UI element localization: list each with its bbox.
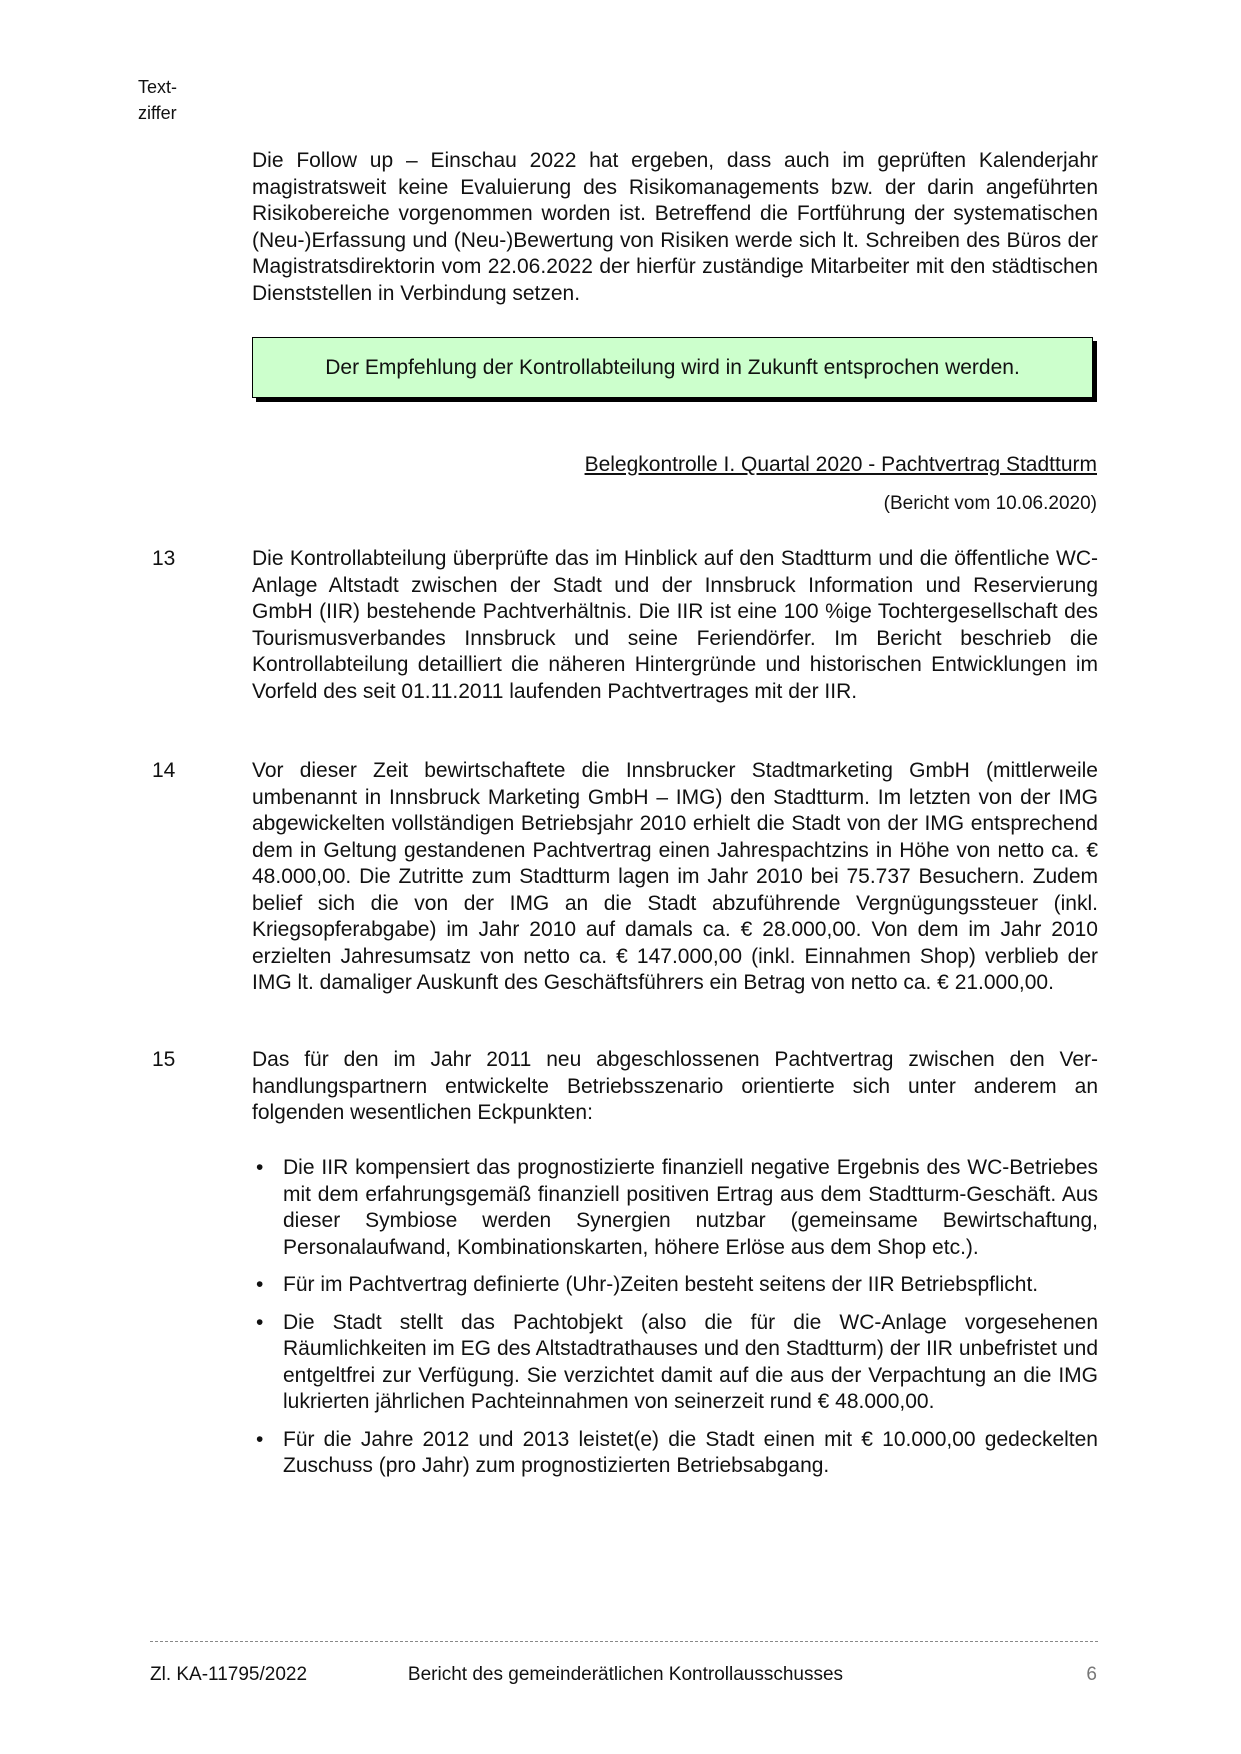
bullet-icon: • <box>256 1273 264 1296</box>
bullet-text: Für im Pachtvertrag definierte (Uhr-)Zeiten besteht seitens der IIR Betriebspflicht. <box>283 1273 1039 1296</box>
recommendation-text: Der Empfehlung der Kontrollabteilung wird in Zukunft entsprochen werden. <box>325 355 1020 379</box>
paragraph-13-text: Die Kontrollabteilung überprüfte das im Hinblick auf den Stadtturm und die öffentliche WC-Anlage Altstadt zwischen der Stadt und der Innsbruck Information und Reservierung GmbH (IIR) bestehende Pachtverhältnis. Die IIR ist eine 100 %ige Tochtergesellschaft des Tourismusverbandes Innsbruck und seine Feriendörfer. Im Bericht beschrieb die Kontrollabteilung detailliert die näheren Hintergründe und historischen Entwicklungen im Vorfeld des seit 01.11.2011 laufenden Pachtvertrages mit der IIR. <box>252 547 1098 703</box>
report-date: (Bericht vom 10.06.2020) <box>883 493 1097 514</box>
bullet-item <box>252 1272 1098 1299</box>
footer-divider <box>150 1641 1098 1642</box>
paragraph-number-15: 15 <box>152 1048 176 1071</box>
paragraph-15-text: Das für den im Jahr 2011 neu abgeschlossenen Pachtvertrag zwischen den Verhandlungspartnern entwickelte Betriebsszenario orientierte sich unter anderem an folgenden wesentlichen Eckpunkten: <box>252 1048 1098 1124</box>
margin-label-line1: Text- <box>138 77 178 97</box>
bullet-text: Die IIR kompensiert das prognostizierte finanziell negative Ergebnis des WC-Betriebes mit dem erfahrungsgemäß finanziell positiven Ertrag aus dem Stadtturm-Geschäft. Aus dieser Symbiose werden Synergien nutzbar (gemeinsame Bewirtschaftung, Personalaufwand, Kombinationskarten, höhere Erlöse aus dem Shop etc.). <box>283 1156 1098 1259</box>
intro-paragraph: Die Follow up – Einschau 2022 hat ergeben, dass auch im geprüften Kalenderjahr magistratsweit keine Evaluierung des Risikomanagements bzw. der darin angeführten Risikobereiche vorgenommen worden ist. Betreffend die Fortführung der systematischen (Neu-)Erfassung und (Neu-)Bewertung von Risiken werde sich lt. Schreiben des Büros der Magistratsdirektorin vom 22.06.2022 der hierfür zuständige Mitarbeiter mit den städtischen Dienststellen in Verbindung setzen. <box>252 149 1098 305</box>
bullet-item <box>252 1310 1098 1416</box>
margin-label <box>138 74 177 126</box>
footer-title: Bericht des gemeinderätlichen Kontrollausschusses <box>407 1664 844 1685</box>
page-number: 6 <box>1086 1664 1097 1685</box>
bullet-list <box>252 1155 1098 1491</box>
bullet-text: Die Stadt stellt das Pachtobjekt (also die für die WC-Anlage vorgesehenen Räumlichkeiten im EG des Altstadtrathauses und den Stadtturm) der IIR unbefristet und entgeltfrei zur Verfügung. Sie verzichtet damit auf die aus der Verpachtung an die IMG lukrierten jährlichen Pachteinnahmen von seinerzeit rund € 48.000,00. <box>283 1310 1098 1413</box>
footer-reference: Zl. KA-11795/2022 <box>150 1664 308 1685</box>
section-heading: Belegkontrolle I. Quartal 2020 - Pachtvertrag Stadtturm <box>584 453 1097 476</box>
bullet-item <box>252 1155 1098 1261</box>
bullet-text: Für die Jahre 2012 und 2013 leistet(e) die Stadt einen mit € 10.000,00 gedeckelten Zuschuss (pro Jahr) zum prognostizierten Betriebsabgang. <box>283 1427 1098 1477</box>
bullet-item <box>252 1427 1098 1480</box>
recommendation-box <box>252 337 1093 398</box>
paragraph-14-text: Vor dieser Zeit bewirtschaftete die Innsbrucker Stadtmarketing GmbH (mittlerweile umbenannt in Innsbruck Marketing GmbH – IMG) den Stadtturm. Im letzten von der IMG abgewickelten vollständigen Betriebsjahr 2010 erhielt die Stadt von der IMG entsprechend dem in Geltung gestandenen Pachtvertrag einen Jahrespachtzins in Höhe von netto ca. € 48.000,00. Die Zutritte zum Stadtturm lagen im Jahr 2010 bei 75.737 Besuchern. Zudem belief sich die von der IMG an die Stadt abzuführende Vergnügungssteuer (inkl. Kriegsopferabgabe) im Jahr 2010 auf damals ca. € 28.000,00. Von dem im Jahr 2010 erzielten Jahresumsatz von netto ca. € 147.000,00 (inkl. Einnahmen Shop) verblieb der IMG lt. damaliger Auskunft des Geschäftsführers ein Betrag von netto ca. € 21.000,00. <box>252 759 1098 994</box>
margin-label-line2: ziffer <box>138 103 177 123</box>
paragraph-number-14: 14 <box>152 759 176 782</box>
bullet-icon: • <box>256 1310 264 1334</box>
bullet-icon: • <box>256 1156 264 1179</box>
bullet-icon: • <box>256 1427 264 1451</box>
paragraph-number-13: 13 <box>152 547 176 570</box>
